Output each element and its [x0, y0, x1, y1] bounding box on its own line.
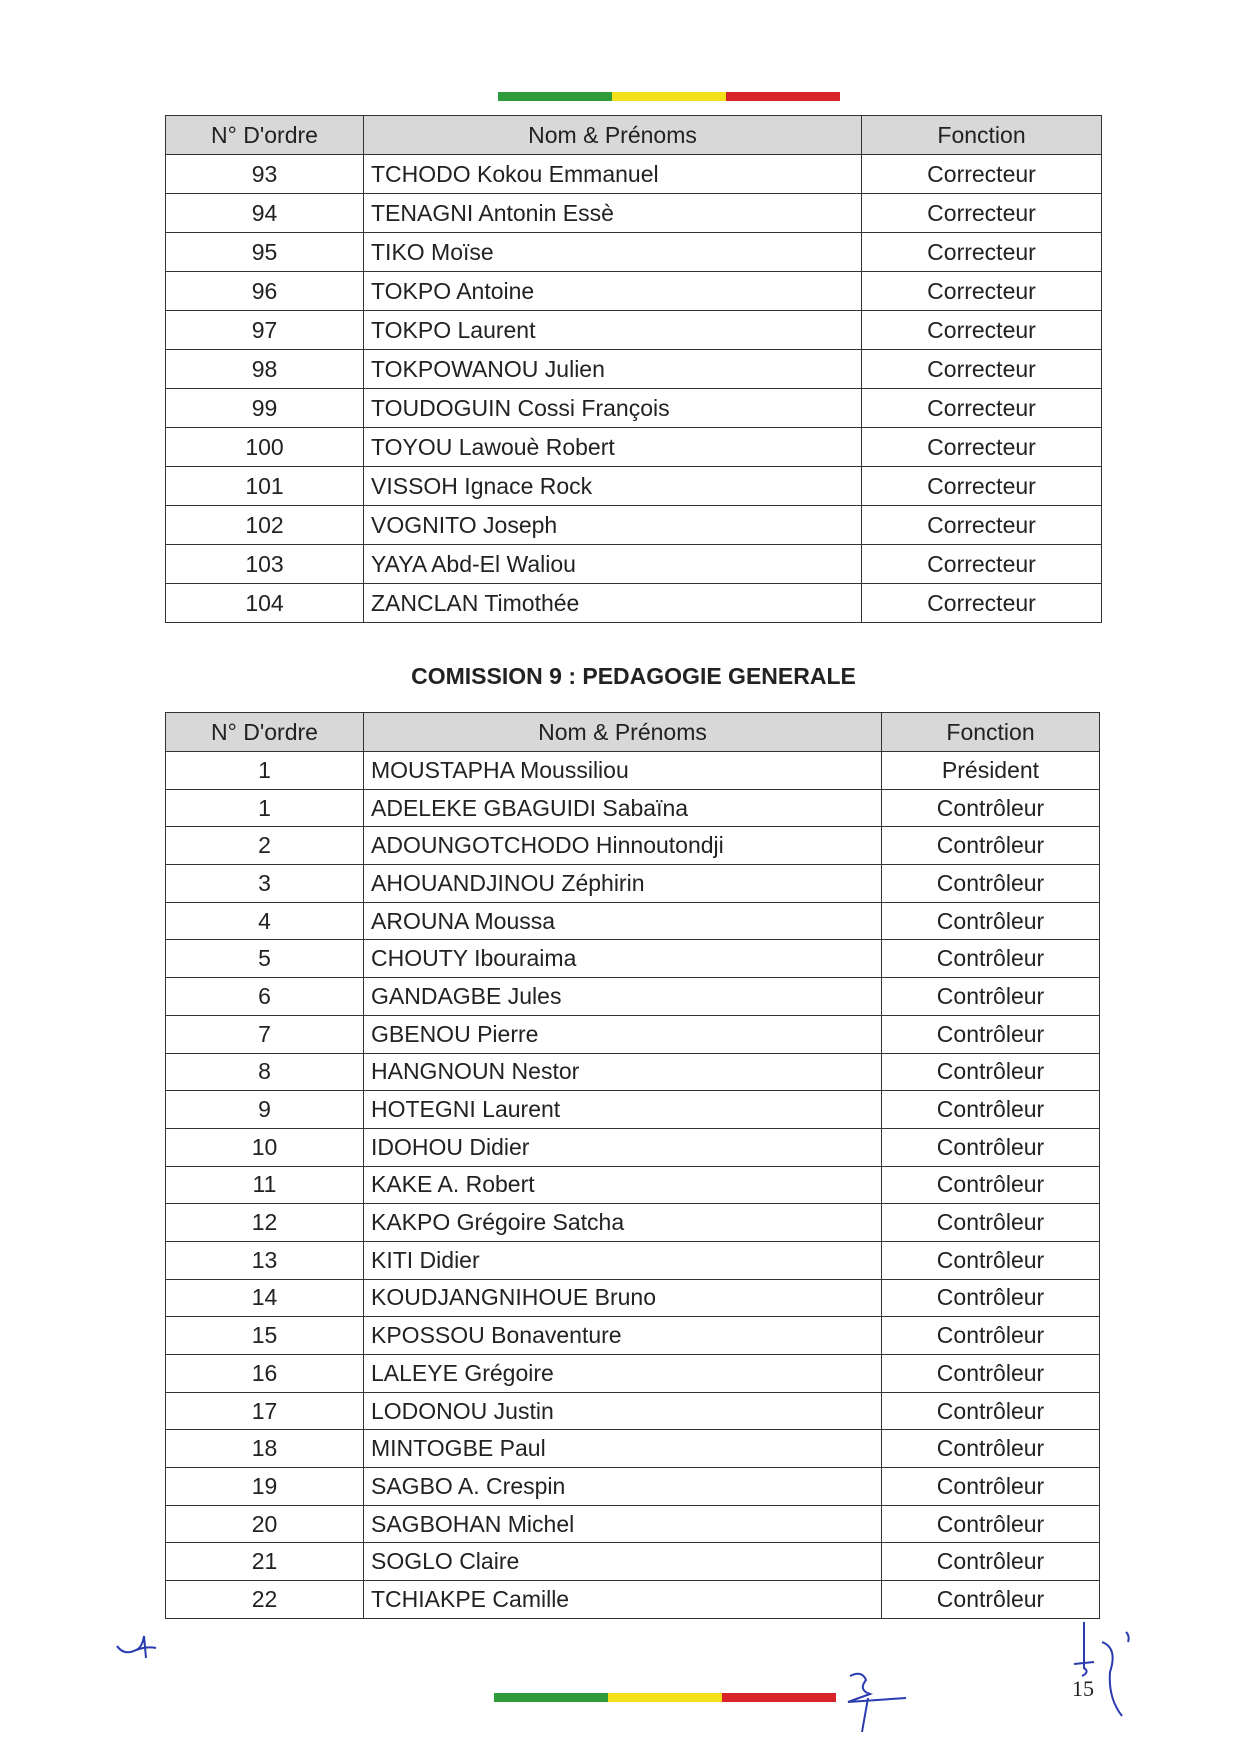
function-cell: Contrôleur [882, 1204, 1100, 1242]
order-number-cell: 7 [166, 1015, 364, 1053]
function-cell: Contrôleur [882, 1091, 1100, 1129]
table-row [166, 1581, 1100, 1619]
table-row [166, 584, 1102, 623]
table-row [166, 1015, 1100, 1053]
table-body [166, 752, 1100, 1619]
order-number-cell: 12 [166, 1204, 364, 1242]
flag-green-band [498, 92, 612, 101]
function-cell: Correcteur [862, 194, 1102, 233]
table-row [166, 233, 1102, 272]
function-cell: Correcteur [862, 389, 1102, 428]
name-cell: AROUNA Moussa [364, 902, 882, 940]
function-cell: Contrôleur [882, 1468, 1100, 1506]
function-cell: Président [882, 752, 1100, 790]
name-cell: SAGBOHAN Michel [364, 1505, 882, 1543]
name-cell: TENAGNI Antonin Essè [364, 194, 862, 233]
function-cell: Contrôleur [882, 940, 1100, 978]
table-row [166, 1430, 1100, 1468]
header-order-number: N° D'ordre [166, 116, 364, 155]
header-name: Nom & Prénoms [364, 713, 882, 752]
order-number-cell: 16 [166, 1355, 364, 1393]
flag-green-band [494, 1693, 608, 1702]
order-number-cell: 21 [166, 1543, 364, 1581]
function-cell: Correcteur [862, 311, 1102, 350]
table-row [166, 902, 1100, 940]
function-cell: Contrôleur [882, 1279, 1100, 1317]
name-cell: TOKPO Laurent [364, 311, 862, 350]
initial-signature-bottom [836, 1668, 916, 1738]
table-row [166, 272, 1102, 311]
order-number-cell: 13 [166, 1241, 364, 1279]
table-row [166, 467, 1102, 506]
table-row [166, 194, 1102, 233]
name-cell: TCHIAKPE Camille [364, 1581, 882, 1619]
order-number-cell: 95 [166, 233, 364, 272]
table-row [166, 978, 1100, 1016]
table-header-row [166, 116, 1102, 155]
name-cell: AHOUANDJINOU Zéphirin [364, 865, 882, 903]
table-row [166, 1317, 1100, 1355]
name-cell: HOTEGNI Laurent [364, 1091, 882, 1129]
header-function: Fonction [862, 116, 1102, 155]
order-number-cell: 10 [166, 1128, 364, 1166]
table-row [166, 1241, 1100, 1279]
order-number-cell: 4 [166, 902, 364, 940]
function-cell: Contrôleur [882, 1317, 1100, 1355]
function-cell: Contrôleur [882, 1166, 1100, 1204]
order-number-cell: 22 [166, 1581, 364, 1619]
name-cell: TIKO Moïse [364, 233, 862, 272]
table-row [166, 865, 1100, 903]
order-number-cell: 14 [166, 1279, 364, 1317]
order-number-cell: 99 [166, 389, 364, 428]
initial-signature-left [112, 1628, 162, 1668]
name-cell: VISSOH Ignace Rock [364, 467, 862, 506]
table-row [166, 827, 1100, 865]
function-cell: Correcteur [862, 545, 1102, 584]
table-row [166, 789, 1100, 827]
function-cell: Contrôleur [882, 1241, 1100, 1279]
table-row [166, 1505, 1100, 1543]
function-cell: Contrôleur [882, 1053, 1100, 1091]
function-cell: Correcteur [862, 155, 1102, 194]
name-cell: ZANCLAN Timothée [364, 584, 862, 623]
name-cell: TOUDOGUIN Cossi François [364, 389, 862, 428]
table-row [166, 1355, 1100, 1393]
order-number-cell: 3 [166, 865, 364, 903]
function-cell: Contrôleur [882, 1430, 1100, 1468]
order-number-cell: 102 [166, 506, 364, 545]
order-number-cell: 20 [166, 1505, 364, 1543]
order-number-cell: 11 [166, 1166, 364, 1204]
order-number-cell: 94 [166, 194, 364, 233]
table-row [166, 155, 1102, 194]
header-function: Fonction [882, 713, 1100, 752]
order-number-cell: 103 [166, 545, 364, 584]
name-cell: CHOUTY Ibouraima [364, 940, 882, 978]
function-cell: Contrôleur [882, 1355, 1100, 1393]
flag-red-band [726, 92, 840, 101]
name-cell: KPOSSOU Bonaventure [364, 1317, 882, 1355]
name-cell: ADELEKE GBAGUIDI Sabaïna [364, 789, 882, 827]
name-cell: LALEYE Grégoire [364, 1355, 882, 1393]
name-cell: IDOHOU Didier [364, 1128, 882, 1166]
initial-signature-right [1068, 1612, 1148, 1722]
order-number-cell: 101 [166, 467, 364, 506]
function-cell: Contrôleur [882, 789, 1100, 827]
commission-9-table [165, 712, 1100, 1619]
table-row [166, 1468, 1100, 1506]
name-cell: SOGLO Claire [364, 1543, 882, 1581]
name-cell: ADOUNGOTCHODO Hinnoutondji [364, 827, 882, 865]
function-cell: Contrôleur [882, 1543, 1100, 1581]
order-number-cell: 93 [166, 155, 364, 194]
function-cell: Contrôleur [882, 1015, 1100, 1053]
table-row [166, 1543, 1100, 1581]
section-title: COMISSION 9 : PEDAGOGIE GENERALE [411, 663, 856, 689]
table-row [166, 506, 1102, 545]
order-number-cell: 19 [166, 1468, 364, 1506]
table-row [166, 1128, 1100, 1166]
table-row [166, 1166, 1100, 1204]
table-row [166, 350, 1102, 389]
flag-stripe-bottom [494, 1693, 836, 1702]
name-cell: GBENOU Pierre [364, 1015, 882, 1053]
order-number-cell: 8 [166, 1053, 364, 1091]
name-cell: LODONOU Justin [364, 1392, 882, 1430]
name-cell: TOKPO Antoine [364, 272, 862, 311]
table-row [166, 545, 1102, 584]
table-header-row [166, 713, 1100, 752]
table-row [166, 752, 1100, 790]
order-number-cell: 97 [166, 311, 364, 350]
header-name: Nom & Prénoms [364, 116, 862, 155]
header-order-number: N° D'ordre [166, 713, 364, 752]
table-row [166, 428, 1102, 467]
order-number-cell: 98 [166, 350, 364, 389]
function-cell: Correcteur [862, 506, 1102, 545]
name-cell: TOYOU Lawouè Robert [364, 428, 862, 467]
name-cell: KAKE A. Robert [364, 1166, 882, 1204]
function-cell: Correcteur [862, 233, 1102, 272]
function-cell: Correcteur [862, 467, 1102, 506]
table-row [166, 1091, 1100, 1129]
flag-yellow-band [608, 1693, 722, 1702]
flag-red-band [722, 1693, 836, 1702]
order-number-cell: 96 [166, 272, 364, 311]
function-cell: Correcteur [862, 584, 1102, 623]
order-number-cell: 5 [166, 940, 364, 978]
name-cell: KITI Didier [364, 1241, 882, 1279]
order-number-cell: 104 [166, 584, 364, 623]
function-cell: Contrôleur [882, 1128, 1100, 1166]
order-number-cell: 17 [166, 1392, 364, 1430]
order-number-cell: 18 [166, 1430, 364, 1468]
function-cell: Contrôleur [882, 827, 1100, 865]
function-cell: Correcteur [862, 428, 1102, 467]
flag-yellow-band [612, 92, 726, 101]
order-number-cell: 1 [166, 752, 364, 790]
correcteurs-table [165, 115, 1102, 623]
flag-stripe-top [498, 92, 840, 101]
name-cell: VOGNITO Joseph [364, 506, 862, 545]
name-cell: MINTOGBE Paul [364, 1430, 882, 1468]
table-row [166, 1204, 1100, 1242]
name-cell: MOUSTAPHA Moussiliou [364, 752, 882, 790]
name-cell: KAKPO Grégoire Satcha [364, 1204, 882, 1242]
function-cell: Contrôleur [882, 902, 1100, 940]
table-row [166, 311, 1102, 350]
function-cell: Contrôleur [882, 1392, 1100, 1430]
order-number-cell: 6 [166, 978, 364, 1016]
table-row [166, 389, 1102, 428]
order-number-cell: 9 [166, 1091, 364, 1129]
order-number-cell: 15 [166, 1317, 364, 1355]
name-cell: TOKPOWANOU Julien [364, 350, 862, 389]
function-cell: Correcteur [862, 272, 1102, 311]
function-cell: Correcteur [862, 350, 1102, 389]
order-number-cell: 2 [166, 827, 364, 865]
name-cell: GANDAGBE Jules [364, 978, 882, 1016]
function-cell: Contrôleur [882, 978, 1100, 1016]
page-number: 15 [1072, 1676, 1094, 1701]
function-cell: Contrôleur [882, 1581, 1100, 1619]
order-number-cell: 1 [166, 789, 364, 827]
order-number-cell: 100 [166, 428, 364, 467]
name-cell: YAYA Abd-El Waliou [364, 545, 862, 584]
table-row [166, 1053, 1100, 1091]
name-cell: SAGBO A. Crespin [364, 1468, 882, 1506]
table-body [166, 155, 1102, 623]
name-cell: TCHODO Kokou Emmanuel [364, 155, 862, 194]
table-row [166, 1279, 1100, 1317]
table-row [166, 940, 1100, 978]
name-cell: HANGNOUN Nestor [364, 1053, 882, 1091]
table-row [166, 1392, 1100, 1430]
function-cell: Contrôleur [882, 1505, 1100, 1543]
function-cell: Contrôleur [882, 865, 1100, 903]
name-cell: KOUDJANGNIHOUE Bruno [364, 1279, 882, 1317]
